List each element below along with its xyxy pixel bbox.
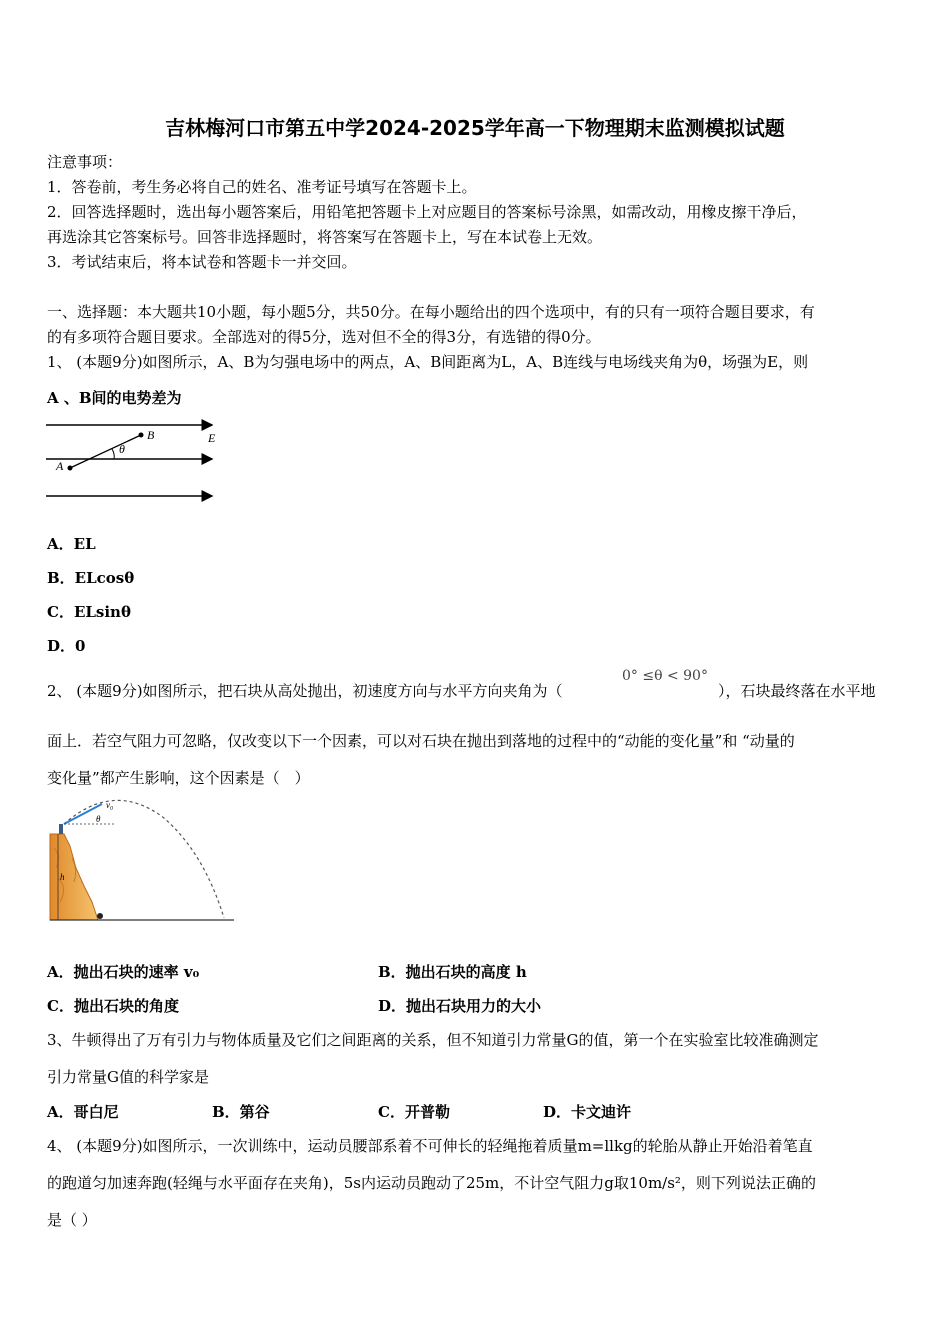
section-line: 一、选择题：本大题共10小题，每小题5分，共50分。在每小题给出的四个选项中，有的只有一项符合题目要求，有 [47,303,815,321]
ab-segment [70,435,141,468]
label-e: E [208,431,216,445]
q2-projectile-figure [44,798,239,926]
label-v0: v₀ [106,800,114,810]
point-b [139,433,144,438]
q2-option-d: D．抛出石块用力的大小 [378,997,542,1015]
notice-heading: 注意事项： [47,153,123,171]
q2-stem-end: ），石块最终落在水平地 [718,682,876,700]
notice-item: 再选涂其它答案标号。回答非选择题时，将答案写在答题卡上，写在本试卷上无效。 [47,228,603,246]
q1-option-c: C．ELsinθ [47,603,131,621]
label-a: A [56,459,64,473]
angle-arc [112,449,114,459]
q1-option-a: A．EL [47,535,96,553]
section-line: 的有多项符合题目要求。全部选对的得5分，选对但不全的得3分，有选错的得0分。 [47,328,601,346]
label-b: B [147,428,155,442]
q1-option-d: D．0 [47,637,86,655]
point-a [68,466,73,471]
q3-option-d: D．卡文迪许 [543,1103,632,1121]
q1-stem: 1、 (本题9分)如图所示，A、B为匀强电场中的两点，A、B间距离为L，A、B连线与电场线夹角为θ，场强为E，则 [47,353,809,371]
label-theta: θ [96,814,101,824]
q3-option-a: A．哥白尼 [47,1103,119,1121]
q3-stem: 3、牛顿得出了万有引力与物体质量及它们之间距离的关系，但不知道引力常量G的值，第一个在实验室比较准确测定 [47,1031,819,1049]
q2-angle-formula: 0° ≤θ < 90° [622,668,708,684]
label-h: h [60,872,65,882]
q2-option-c: C．抛出石块的角度 [47,997,179,1015]
q2-stem: 面上．若空气阻力可忽略，仅改变以下一个因素，可以对石块在抛出到落地的过程中的“动能的变化量”和 “动量的 [47,732,795,750]
notice-item: 2．回答选择题时，选出每小题答案后，用铅笔把答题卡上对应题目的答案标号涂黑，如需改动，用橡皮擦干净后， [47,203,807,221]
q1-field-figure [40,418,230,508]
cliff [50,834,98,920]
q2-option-a: A．抛出石块的速率 v₀ [47,963,200,981]
q3-option-c: C．开普勒 [378,1103,450,1121]
q3-stem: 引力常量G值的科学家是 [47,1068,209,1086]
label-theta: θ [119,442,125,456]
q3-option-b: B．第谷 [212,1103,270,1121]
page-title: 吉林梅河口市第五中学2024-2025学年高一下物理期末监测模拟试题 [165,116,785,140]
q4-stem: 4、 (本题9分)如图所示，一次训练中，运动员腰部系着不可伸长的轻绳拖着质量m=llkg的轮胎从静止开始沿着笔直 [47,1137,813,1155]
q4-stem: 的跑道匀加速奔跑(轻绳与水平面存在夹角)，5s内运动员跑动了25m，不计空气阻力g取10m/s²，则下列说法正确的 [47,1174,816,1192]
thrower [59,824,63,834]
q1-option-b: B．ELcosθ [47,569,135,587]
q2-stem-start: 2、 (本题9分)如图所示，把石块从高处抛出，初速度方向与水平方向夹角为（ [47,682,563,700]
q1-stem: A 、B间的电势差为 [47,389,182,407]
q4-stem: 是（ ） [47,1211,97,1229]
notice-item: 3．考试结束后，将本试卷和答题卡一并交回。 [47,253,357,271]
q2-stem: 变化量”都产生影响，这个因素是（ ） [47,769,310,787]
notice-item: 1．答卷前，考生务必将自己的姓名、准考证号填写在答题卡上。 [47,178,477,196]
q2-option-b: B．抛出石块的高度 h [378,963,527,981]
stone [97,913,103,919]
